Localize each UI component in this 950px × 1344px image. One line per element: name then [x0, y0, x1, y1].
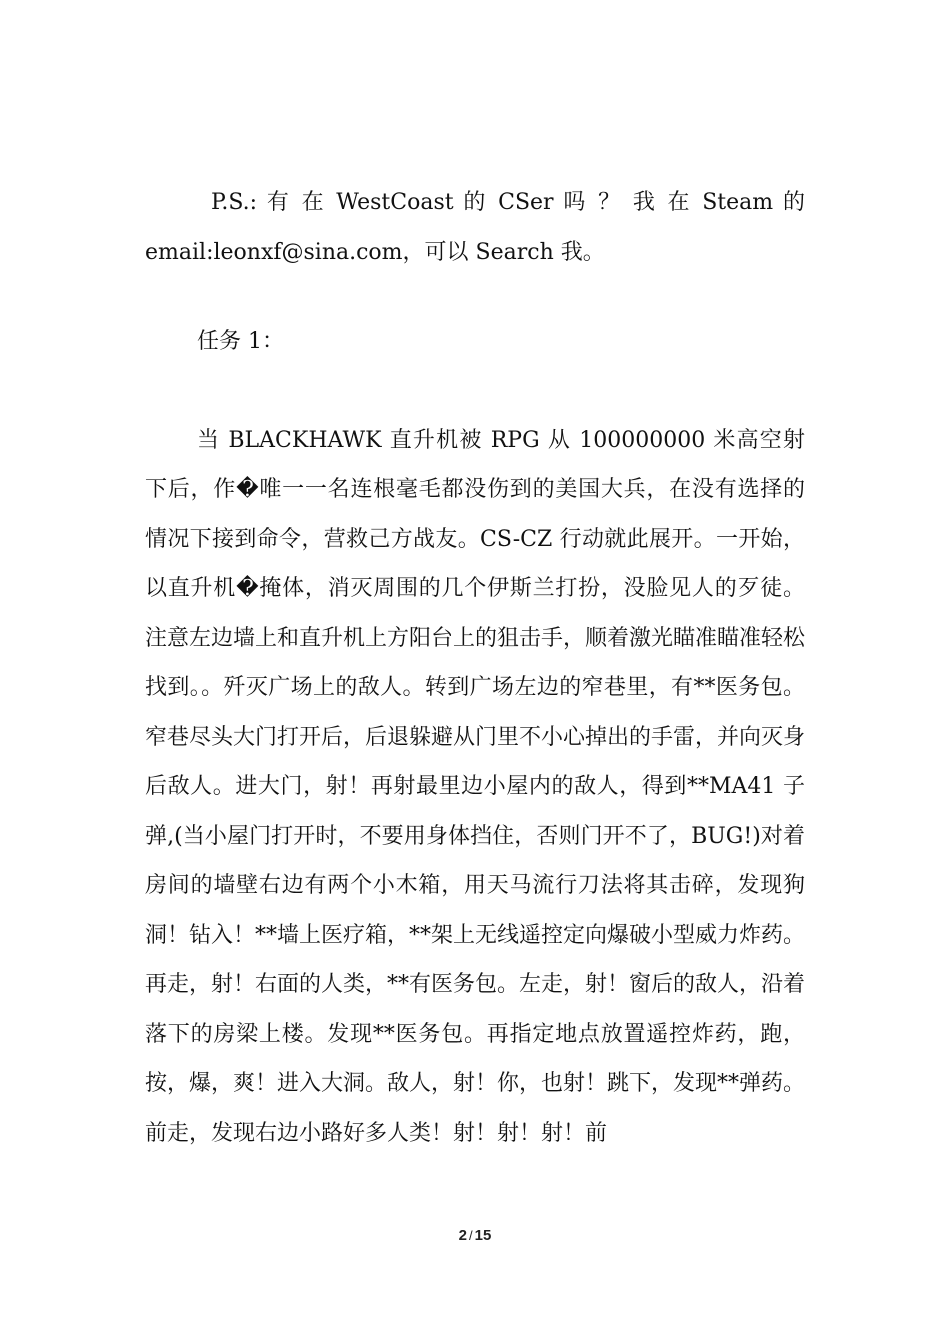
paragraph-spacer [145, 277, 805, 317]
page-number [0, 1227, 950, 1244]
ps-paragraph [145, 178, 805, 277]
page-separator: / [469, 1228, 473, 1243]
task-heading: 任务 1： [197, 329, 284, 354]
ps-line-1: P.S.: 有 在 WestCoast 的 CSer 吗 ？ 我 在 Steam 的 [211, 190, 805, 215]
total-pages-number: 15 [474, 1227, 492, 1244]
paragraph-spacer [145, 367, 805, 416]
ps-line-2: email:leonxf@sina.com，可以 Search 我。 [145, 239, 605, 265]
current-page-number: 2 [458, 1227, 468, 1244]
document-content [145, 178, 805, 1158]
body-paragraph: 当 BLACKHAWK 直升机被 RPG 从 100000000 米高空射下后，作�唯一一名连根毫毛都没伤到的美国大兵，在没有选择的情况下接到命令，营救己方战友。CS-CZ 行动就此展开。一开始，以直升机�掩体，消灭周围的几个伊斯兰打扮，没脸见人的歹徒。注意左边墙上和直升机上方阳台上的狙击手，顺着激光瞄准瞄准轻松找到。。歼灭广场上的敌人。转到广场左边的窄巷里，有**医务包。窄巷尽头大门打开后，后退躲避从门里不小心掉出的手雷，并向灭身后敌人。进大门，射！再射最里边小屋内的敌人，得到**MA41 子弹,(当小屋门打开时，不要用身体挡住，否则门开不了，BUG!)对着房间的墙壁右边有两个小木箱，用天马流行刀法将其击碎，发现狗洞！钻入！**墙上医疗箱，**架上无线遥控定向爆破小型威力炸药。再走，射！右面的人类，**有医务包。左走，射！窗后的敌人，沿着落下的房梁上楼。发现**医务包。再指定地点放置遥控炸药，跑，按，爆，爽！进入大洞。敌人，射！你，也射！跳下，发现**弹药。前走，发现右边小路好多人类！射！射！射！前 [145, 427, 806, 1146]
